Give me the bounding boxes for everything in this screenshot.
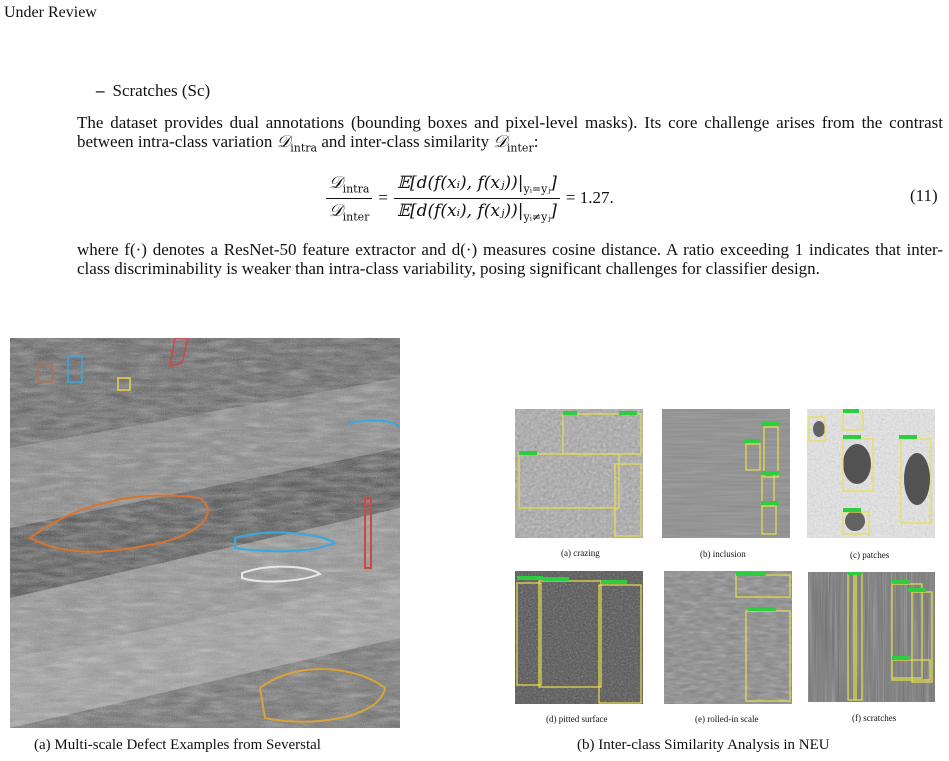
symbol-d-inter: 𝒟$_{inter}$ (493, 132, 534, 155)
paragraph-ratio: where f(·) denotes a ResNet-50 feature extractor and d(·) measures cosine distance. A ratio exceeding 1 indicates that inter-class discriminability is weaker than intra-class variability, posing significant challenges for classifier design. (77, 240, 943, 278)
lhs-fraction: $\frac{𝒟_{intra}}{𝒟_{inter}}$ (326, 173, 372, 223)
equals-sign: = (378, 188, 389, 207)
para1-text-b: and inter-class similarity (317, 132, 494, 151)
subcaption-crazing: (a) crazing (561, 548, 600, 558)
para1-text-c: : (533, 132, 539, 151)
paragraph-annotations (77, 113, 943, 157)
neu-pitted-surface-image (515, 571, 643, 704)
bullet-dash: – (96, 81, 105, 100)
equation-result: = 1.27. (565, 188, 614, 207)
neu-patches-image (807, 409, 935, 538)
subcaption-scratches: (f) scratches (852, 713, 897, 723)
running-header: Under Review (4, 4, 97, 21)
subcaption-rolled-in-scale: (e) rolled-in scale (695, 714, 759, 724)
bullet-text: Scratches (Sc) (112, 81, 211, 100)
caption-figure-b: (b) Inter-class Similarity Analysis in NEU (577, 737, 830, 753)
rhs-fraction: $\frac{𝔼[d(f(xᵢ), f(xⱼ))|_{yᵢ=yⱼ}]}{𝔼[d(f(xᵢ), f(xⱼ))|_{yᵢ\ne yⱼ}]}$ (394, 173, 560, 223)
subcaption-inclusion: (b) inclusion (700, 549, 746, 559)
para1-text-a: The dataset provides dual annotations (bounding boxes and pixel-level masks). Its core challenge arises from the contrast between intra-class variation (77, 113, 943, 151)
equation-number: (11) (910, 186, 938, 205)
bullet-item-scratches (96, 81, 210, 101)
symbol-d-intra: 𝒟$_{intra}$ (276, 132, 318, 155)
subcaption-pitted-surface: (d) pitted surface (546, 714, 608, 724)
neu-rolled-in-scale-image (664, 571, 792, 704)
equation-11 (320, 168, 614, 228)
severstal-montage-image (10, 338, 400, 728)
neu-crazing-image (515, 409, 643, 538)
caption-figure-a: (a) Multi-scale Defect Examples from Severstal (34, 737, 321, 753)
neu-inclusion-image (662, 409, 790, 538)
neu-scratches-image (808, 572, 935, 702)
subcaption-patches: (c) patches (850, 550, 890, 560)
